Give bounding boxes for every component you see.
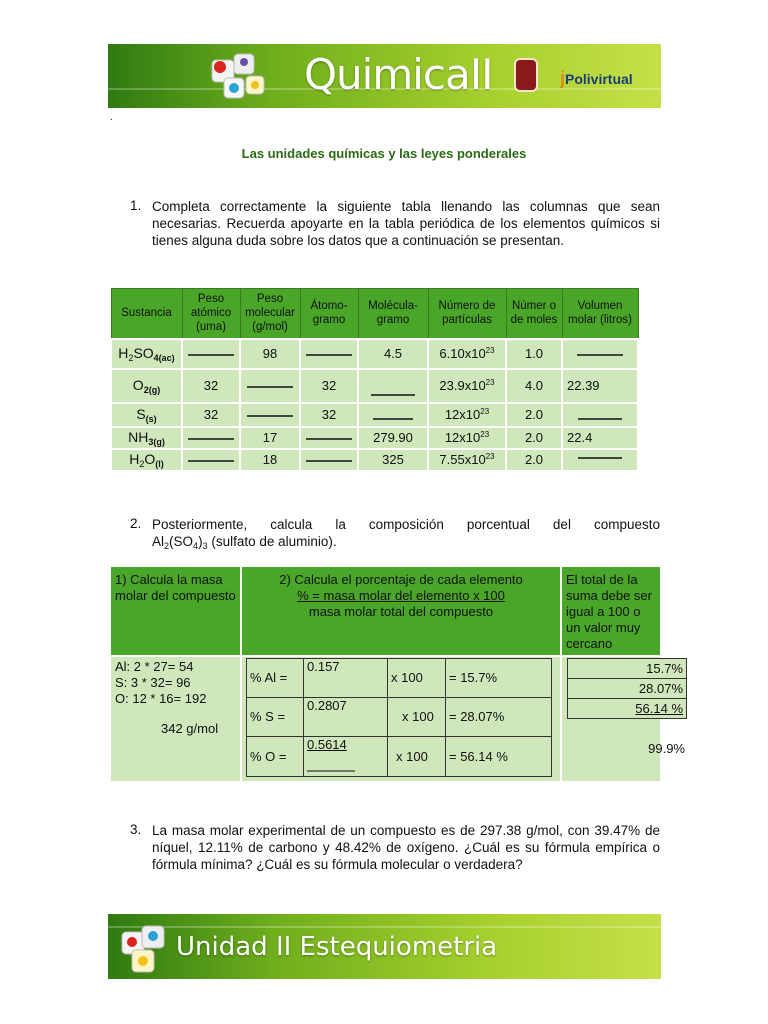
blank-cell bbox=[182, 449, 240, 471]
percent-header: 2) Calcula el porcentaje de cada elemento % = masa molar del elemento x 100 masa molar total del compuesto bbox=[241, 566, 561, 656]
particles: $23.9x10^{23}$ bbox=[428, 369, 506, 403]
percent-grid bbox=[246, 658, 552, 777]
substance-nh3: $NH_{3(g)}$ bbox=[111, 427, 182, 449]
pct-fraction: 0.2807 bbox=[304, 698, 388, 737]
blank-line bbox=[188, 353, 234, 357]
substance-h2so4: $H_2SO_{4(ac)}$ bbox=[111, 339, 182, 369]
blank-line bbox=[578, 416, 622, 422]
pct-row-al bbox=[247, 659, 552, 698]
blank-line bbox=[247, 385, 293, 389]
percent-calc bbox=[241, 656, 561, 782]
atomic-weight: 32 bbox=[182, 369, 240, 403]
substances-table bbox=[110, 288, 639, 472]
pct-mult: x 100 bbox=[388, 698, 446, 737]
header-banner bbox=[108, 44, 661, 108]
question-2-number: 2. bbox=[130, 516, 142, 531]
blank-cell bbox=[300, 427, 358, 449]
blank-line bbox=[577, 353, 623, 357]
sum-grid bbox=[567, 658, 687, 719]
table-row bbox=[111, 369, 638, 403]
particles: $12x10^{23}$ bbox=[428, 403, 506, 427]
substance-o2: $O_{2(g)}$ bbox=[111, 369, 182, 403]
moles: 2.0 bbox=[506, 427, 562, 449]
blank-cell bbox=[358, 369, 428, 403]
blank-cell bbox=[358, 403, 428, 427]
pct-mult: x 100 bbox=[388, 659, 446, 698]
blank-line bbox=[306, 437, 352, 441]
particles: $12x10^{23}$ bbox=[428, 427, 506, 449]
blank-cell bbox=[300, 339, 358, 369]
molecular-weight: 98 bbox=[240, 339, 300, 369]
atom-gram: 32 bbox=[300, 403, 358, 427]
footer-banner bbox=[108, 914, 661, 979]
col-header: Molécula-gramo bbox=[358, 289, 428, 339]
moles: 2.0 bbox=[506, 449, 562, 471]
question-3-number: 3. bbox=[130, 822, 142, 837]
molecular-weight: 17 bbox=[240, 427, 300, 449]
blank-cell bbox=[300, 449, 358, 471]
table-row bbox=[111, 449, 638, 471]
blank-cell bbox=[240, 403, 300, 427]
col-header: Número de partículas bbox=[428, 289, 506, 339]
molar-mass-header: 1) Calcula la masa molar del compuesto bbox=[110, 566, 241, 656]
blank-line bbox=[371, 392, 415, 398]
composition-table bbox=[110, 566, 685, 782]
question-3-text: La masa molar experimental de un compuesto es de 297.38 g/mol, con 39.47% de níquel, 12.11% de carbono y 48.42% de oxígeno. ¿Cuál es su fórmula empírica o fórmula mínima? ¿Cuál es su fórmula molecular o verdadera? bbox=[152, 823, 660, 872]
pct-result: = 28.07% bbox=[446, 698, 552, 737]
atomic-weight: 32 bbox=[182, 403, 240, 427]
molecular-weight: 18 bbox=[240, 449, 300, 471]
molar-volume: 22.39 bbox=[562, 369, 638, 403]
molar-volume: 22.4 bbox=[562, 427, 638, 449]
blank-line bbox=[188, 459, 234, 463]
molecule-gram: 279.90 bbox=[358, 427, 428, 449]
pct-label: % S = bbox=[247, 698, 304, 737]
atom-gram: 32 bbox=[300, 369, 358, 403]
col-header: Peso atómico (uma) bbox=[182, 289, 240, 339]
molar-mass-total: 342 g/mol bbox=[161, 721, 219, 736]
blank-line bbox=[188, 437, 234, 441]
moles: 1.0 bbox=[506, 339, 562, 369]
pct-fraction: 0.5614 bbox=[304, 737, 388, 777]
col-header: Volumen molar (litros) bbox=[562, 289, 638, 339]
molecule-cube-icon bbox=[114, 918, 174, 976]
table-row bbox=[111, 427, 638, 449]
blank-line bbox=[247, 414, 293, 418]
blank-line bbox=[306, 353, 352, 357]
blank-line bbox=[306, 459, 352, 463]
col-header: Sustancia bbox=[111, 289, 182, 339]
table-row bbox=[111, 403, 638, 427]
sum-value: 56.14 % bbox=[568, 699, 687, 719]
sum-header: El total de la suma debe ser igual a 100 o un valor muy cercano bbox=[561, 566, 661, 656]
moles: 2.0 bbox=[506, 403, 562, 427]
sum-calc bbox=[561, 656, 685, 782]
pct-label: % Al = bbox=[247, 659, 304, 698]
blank-line bbox=[578, 455, 622, 461]
question-2-text-b: $Al_2(SO_4)_3$ (sulfato de aluminio). bbox=[152, 534, 337, 551]
pct-fraction: 0.157 bbox=[304, 659, 388, 698]
blank-cell bbox=[240, 369, 300, 403]
pct-row-s bbox=[247, 698, 552, 737]
document-title: Las unidades químicas y las leyes ponderales bbox=[241, 146, 527, 161]
substance-s: $S_{(s)}$ bbox=[111, 403, 182, 427]
molecule-gram: 4.5 bbox=[358, 339, 428, 369]
col-header: Átomo-gramo bbox=[300, 289, 358, 339]
particles: $7.55x10^{23}$ bbox=[428, 449, 506, 471]
pct-mult: x 100 bbox=[388, 737, 446, 777]
stray-dot: . bbox=[110, 112, 113, 123]
table-header-row bbox=[111, 289, 638, 339]
blank-cell bbox=[562, 403, 638, 427]
sum-total: 99.9% bbox=[648, 741, 685, 756]
table-row bbox=[111, 339, 638, 369]
blank-cell bbox=[182, 339, 240, 369]
blank-cell bbox=[562, 339, 638, 369]
polivirtual-logo: jPolivirtual bbox=[560, 68, 633, 88]
pct-result: = 56.14 % bbox=[446, 737, 552, 777]
col-header: Peso molecular (g/mol) bbox=[240, 289, 300, 339]
pct-row-o bbox=[247, 737, 552, 777]
molar-mass-calc: Al: 2 * 27= 54 S: 3 * 32= 96 O: 12 * 16= 192 342 g/mol bbox=[110, 656, 241, 782]
moles: 4.0 bbox=[506, 369, 562, 403]
blank-line bbox=[373, 416, 413, 422]
molecule-cube-icon bbox=[198, 50, 278, 104]
particles: $6.10x10^{23}$ bbox=[428, 339, 506, 369]
question-1-number: 1. bbox=[130, 198, 142, 213]
sum-value: 15.7% bbox=[568, 659, 687, 679]
substance-h2o: $H_2O_{(l)}$ bbox=[111, 449, 182, 471]
molecule-gram: 325 bbox=[358, 449, 428, 471]
col-header: Númer o de moles bbox=[506, 289, 562, 339]
footer-title: Unidad II Estequiometria bbox=[176, 932, 498, 962]
sum-value: 28.07% bbox=[568, 679, 687, 699]
banner-stripe bbox=[108, 926, 661, 928]
blank-cell bbox=[182, 427, 240, 449]
blank-cell bbox=[562, 449, 638, 471]
question-1-text: Completa correctamente la siguiente tabla llenando las columnas que sean necesarias. Recuerda apoyarte en la tabla periódica de los elementos químicos si tienes alguna duda sobre los datos que a continuación se presentan. bbox=[152, 199, 660, 248]
university-seal-icon bbox=[514, 58, 538, 92]
question-2-text-a: Posteriormente, calcula la composición porcentual del compuesto bbox=[152, 517, 660, 532]
pct-result: = 15.7% bbox=[446, 659, 552, 698]
pct-label: % O = bbox=[247, 737, 304, 777]
blank-line bbox=[307, 769, 355, 773]
header-title: QuimicaII bbox=[304, 50, 493, 99]
